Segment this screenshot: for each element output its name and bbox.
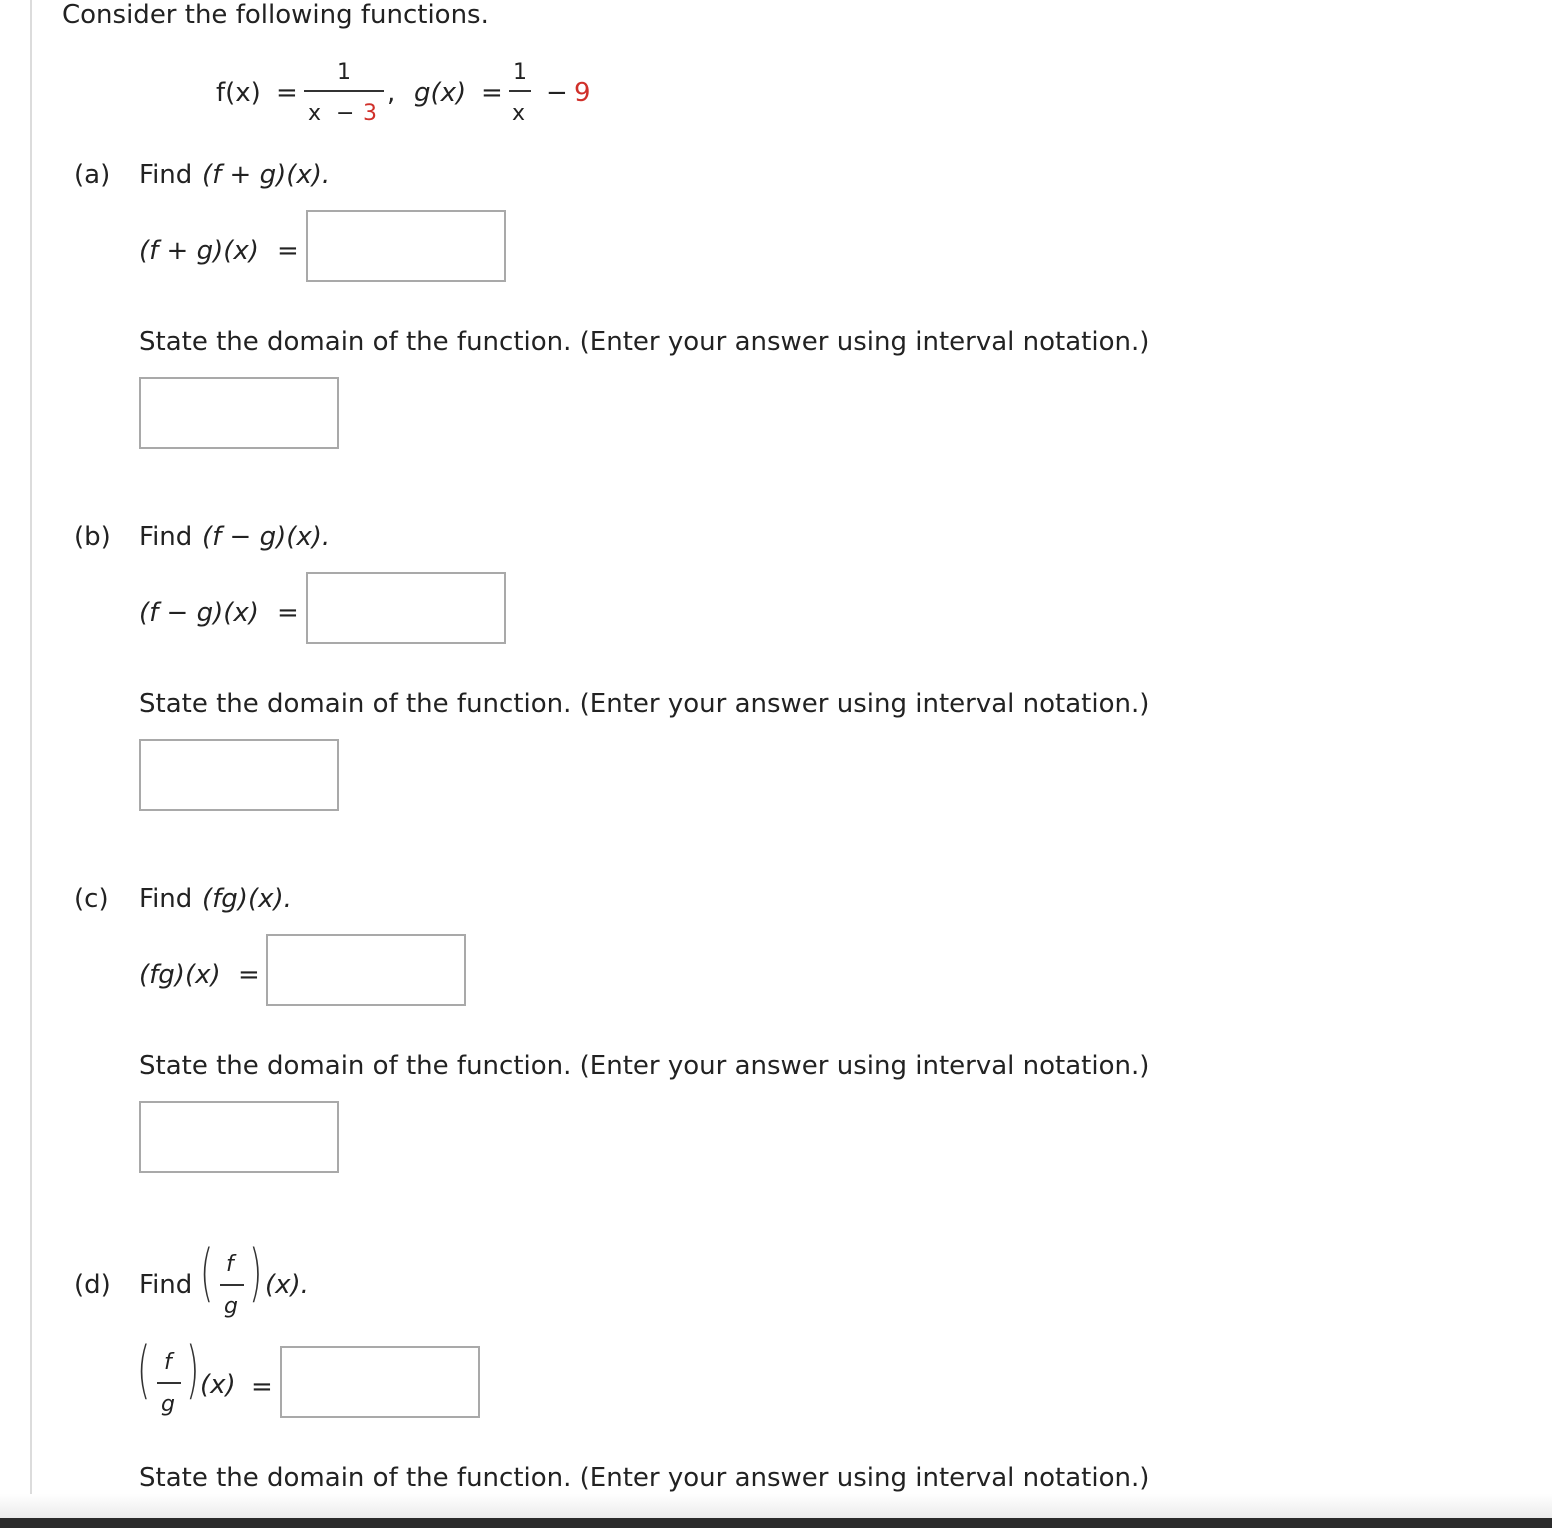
f-numerator: 1 bbox=[337, 60, 351, 85]
part-b-domain-input[interactable] bbox=[139, 739, 339, 811]
part-c-answer-input[interactable] bbox=[266, 934, 466, 1006]
part-c-expression: (fg)(x). bbox=[202, 884, 292, 914]
part-d-equals: = bbox=[251, 1372, 273, 1402]
g-label: g(x) bbox=[414, 78, 467, 108]
part-a-expression: (f + g)(x). bbox=[202, 160, 331, 190]
part-b-answer-label: (f − g)(x) bbox=[139, 598, 259, 628]
part-b-answer-input[interactable] bbox=[306, 572, 506, 644]
part-c-answer-label: (fg)(x) bbox=[139, 960, 221, 990]
part-a-domain-input[interactable] bbox=[139, 377, 339, 449]
part-d-answer-tail: (x) bbox=[200, 1370, 236, 1400]
f-equals: = bbox=[276, 78, 298, 108]
part-b-find: Find bbox=[139, 522, 193, 552]
part-d-answer-numerator: f bbox=[164, 1350, 172, 1375]
f-denominator-minus: − bbox=[336, 101, 355, 126]
part-c-domain-input[interactable] bbox=[139, 1101, 339, 1173]
part-d-domain-prompt: State the domain of the function. (Enter your answer using interval notation.) bbox=[139, 1463, 1150, 1493]
g-denominator: x bbox=[512, 101, 526, 126]
part-b-expression: (f − g)(x). bbox=[202, 522, 331, 552]
window-bottom-edge bbox=[0, 1518, 1552, 1528]
part-d-answer-input[interactable] bbox=[280, 1346, 480, 1418]
g-numerator: 1 bbox=[513, 60, 527, 85]
part-a-answer-label: (f + g)(x) bbox=[139, 236, 259, 266]
part-d-right-paren: ) bbox=[249, 1236, 263, 1309]
part-d-denominator: g bbox=[224, 1294, 238, 1319]
bottom-fade bbox=[0, 1494, 1552, 1518]
part-d-answer-denominator: g bbox=[161, 1392, 175, 1417]
part-b-equals: = bbox=[277, 598, 299, 628]
part-d-fraction-bar bbox=[220, 1284, 244, 1286]
part-d-answer-left-paren: ( bbox=[137, 1333, 151, 1406]
part-d-answer-right-paren: ) bbox=[186, 1333, 200, 1406]
part-a-marker: (a) bbox=[74, 160, 111, 190]
left-rule bbox=[30, 0, 32, 1528]
part-d-find: Find bbox=[139, 1270, 193, 1300]
part-c-equals: = bbox=[238, 960, 260, 990]
part-a-find: Find bbox=[139, 160, 193, 190]
part-c-domain-prompt: State the domain of the function. (Enter your answer using interval notation.) bbox=[139, 1051, 1150, 1081]
f-denominator-constant: 3 bbox=[363, 101, 377, 126]
part-d-expression-tail: (x). bbox=[265, 1270, 309, 1300]
g-equals: = bbox=[481, 78, 503, 108]
part-d-numerator: f bbox=[226, 1252, 234, 1277]
f-comma: , bbox=[387, 78, 396, 108]
g-fraction-bar bbox=[509, 90, 531, 92]
part-a-answer-input[interactable] bbox=[306, 210, 506, 282]
part-a-domain-prompt: State the domain of the function. (Enter your answer using interval notation.) bbox=[139, 327, 1150, 357]
part-a-equals: = bbox=[277, 236, 299, 266]
part-b-domain-prompt: State the domain of the function. (Enter your answer using interval notation.) bbox=[139, 689, 1150, 719]
f-fraction-bar bbox=[304, 90, 384, 92]
part-d-answer-fraction-bar bbox=[157, 1382, 181, 1384]
g-minus: − bbox=[546, 78, 568, 108]
part-d-left-paren: ( bbox=[200, 1236, 214, 1309]
f-label: f(x) bbox=[216, 78, 261, 108]
part-c-find: Find bbox=[139, 884, 193, 914]
part-b-marker: (b) bbox=[74, 522, 111, 552]
f-denominator-x: x bbox=[308, 101, 322, 126]
g-constant: 9 bbox=[574, 78, 591, 108]
part-c-marker: (c) bbox=[74, 884, 109, 914]
part-d-marker: (d) bbox=[74, 1270, 111, 1300]
intro-text: Consider the following functions. bbox=[62, 0, 489, 30]
